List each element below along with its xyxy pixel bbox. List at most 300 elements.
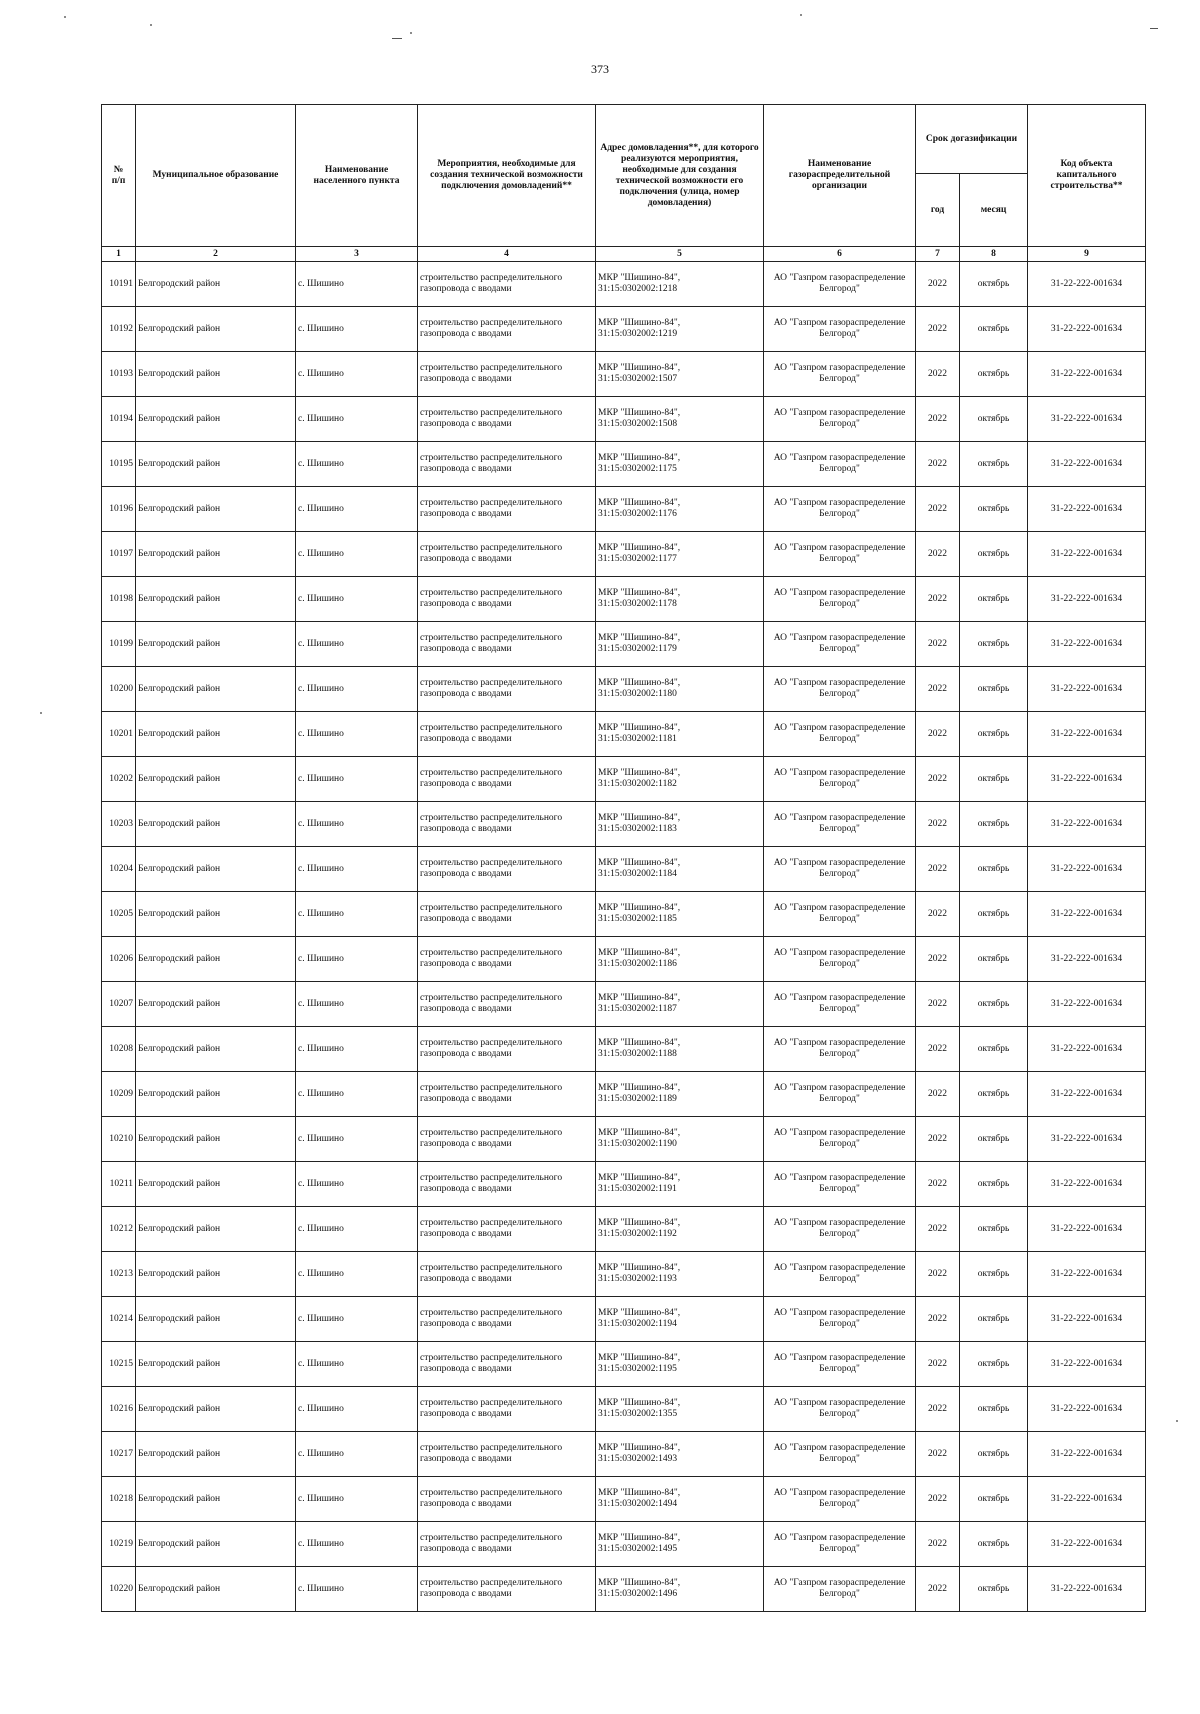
cell-year: 2022 [916, 1162, 960, 1207]
cell-year: 2022 [916, 1387, 960, 1432]
cell-month: октябрь [960, 1567, 1028, 1612]
cell-month: октябрь [960, 352, 1028, 397]
cell-code: 31-22-222-001634 [1028, 1477, 1146, 1522]
cell-month: октябрь [960, 577, 1028, 622]
cell-org: АО "Газпром газораспределение Белгород" [764, 847, 916, 892]
cell-measures: строительство распределительного газопровода с вводами [418, 1387, 596, 1432]
cell-code: 31-22-222-001634 [1028, 487, 1146, 532]
table-row [102, 487, 1146, 532]
cell-org: АО "Газпром газораспределение Белгород" [764, 892, 916, 937]
cell-year: 2022 [916, 1432, 960, 1477]
cell-year: 2022 [916, 757, 960, 802]
cell-code: 31-22-222-001634 [1028, 1567, 1146, 1612]
cell-municipality: Белгородский район [136, 937, 296, 982]
cell-municipality: Белгородский район [136, 1387, 296, 1432]
cell-settlement: с. Шишино [296, 577, 418, 622]
cell-settlement: с. Шишино [296, 1522, 418, 1567]
page-number: 373 [591, 62, 609, 76]
cell-month: октябрь [960, 1342, 1028, 1387]
cell-year: 2022 [916, 1252, 960, 1297]
cell-num: 10215 [102, 1342, 136, 1387]
cell-measures: строительство распределительного газопровода с вводами [418, 1477, 596, 1522]
table-row [102, 892, 1146, 937]
cell-settlement: с. Шишино [296, 307, 418, 352]
cell-address: МКР "Шишино-84", 31:15:0302002:1187 [596, 982, 764, 1027]
header-num: № п/п [102, 105, 136, 247]
cell-municipality: Белгородский район [136, 397, 296, 442]
cell-year: 2022 [916, 847, 960, 892]
cell-num: 10208 [102, 1027, 136, 1072]
table-row [102, 1027, 1146, 1072]
column-index: 7 [916, 247, 960, 262]
column-index-row [102, 247, 1146, 262]
cell-num: 10219 [102, 1522, 136, 1567]
header-month: месяц [960, 174, 1028, 247]
cell-num: 10191 [102, 262, 136, 307]
table-row [102, 802, 1146, 847]
cell-measures: строительство распределительного газопровода с вводами [418, 667, 596, 712]
cell-settlement: с. Шишино [296, 1207, 418, 1252]
cell-municipality: Белгородский район [136, 1252, 296, 1297]
cell-month: октябрь [960, 1117, 1028, 1162]
scan-speck [64, 16, 66, 18]
cell-month: октябрь [960, 262, 1028, 307]
cell-settlement: с. Шишино [296, 1567, 418, 1612]
cell-address: МКР "Шишино-84", 31:15:0302002:1493 [596, 1432, 764, 1477]
cell-year: 2022 [916, 802, 960, 847]
cell-month: октябрь [960, 1477, 1028, 1522]
cell-year: 2022 [916, 352, 960, 397]
cell-municipality: Белгородский район [136, 1072, 296, 1117]
cell-municipality: Белгородский район [136, 442, 296, 487]
cell-municipality: Белгородский район [136, 1477, 296, 1522]
cell-settlement: с. Шишино [296, 532, 418, 577]
cell-month: октябрь [960, 1432, 1028, 1477]
cell-settlement: с. Шишино [296, 757, 418, 802]
cell-month: октябрь [960, 712, 1028, 757]
cell-num: 10207 [102, 982, 136, 1027]
cell-month: октябрь [960, 397, 1028, 442]
cell-address: МКР "Шишино-84", 31:15:0302002:1191 [596, 1162, 764, 1207]
cell-month: октябрь [960, 1072, 1028, 1117]
cell-address: МКР "Шишино-84", 31:15:0302002:1190 [596, 1117, 764, 1162]
cell-month: октябрь [960, 1387, 1028, 1432]
cell-measures: строительство распределительного газопровода с вводами [418, 757, 596, 802]
cell-year: 2022 [916, 307, 960, 352]
cell-address: МКР "Шишино-84", 31:15:0302002:1184 [596, 847, 764, 892]
cell-measures: строительство распределительного газопровода с вводами [418, 1117, 596, 1162]
scan-speck [1176, 1420, 1178, 1422]
cell-year: 2022 [916, 1117, 960, 1162]
cell-month: октябрь [960, 532, 1028, 577]
cell-year: 2022 [916, 712, 960, 757]
cell-year: 2022 [916, 262, 960, 307]
cell-municipality: Белгородский район [136, 1162, 296, 1207]
cell-year: 2022 [916, 397, 960, 442]
cell-org: АО "Газпром газораспределение Белгород" [764, 397, 916, 442]
scan-speck [410, 32, 412, 34]
header-org: Наименование газораспределительной организации [764, 105, 916, 247]
cell-municipality: Белгородский район [136, 352, 296, 397]
cell-municipality: Белгородский район [136, 982, 296, 1027]
cell-address: МКР "Шишино-84", 31:15:0302002:1192 [596, 1207, 764, 1252]
cell-measures: строительство распределительного газопровода с вводами [418, 442, 596, 487]
cell-settlement: с. Шишино [296, 1072, 418, 1117]
cell-num: 10216 [102, 1387, 136, 1432]
cell-num: 10203 [102, 802, 136, 847]
cell-num: 10213 [102, 1252, 136, 1297]
cell-settlement: с. Шишино [296, 667, 418, 712]
table-header [102, 105, 1146, 262]
gasification-table [101, 104, 1146, 1612]
cell-address: МКР "Шишино-84", 31:15:0302002:1193 [596, 1252, 764, 1297]
cell-num: 10200 [102, 667, 136, 712]
cell-municipality: Белгородский район [136, 577, 296, 622]
table-row [102, 1252, 1146, 1297]
cell-org: АО "Газпром газораспределение Белгород" [764, 1207, 916, 1252]
scan-speck [40, 712, 42, 714]
cell-code: 31-22-222-001634 [1028, 1162, 1146, 1207]
table-row [102, 1432, 1146, 1477]
cell-code: 31-22-222-001634 [1028, 1207, 1146, 1252]
table-row [102, 712, 1146, 757]
cell-measures: строительство распределительного газопровода с вводами [418, 802, 596, 847]
cell-settlement: с. Шишино [296, 1342, 418, 1387]
cell-settlement: с. Шишино [296, 1477, 418, 1522]
cell-org: АО "Газпром газораспределение Белгород" [764, 937, 916, 982]
cell-code: 31-22-222-001634 [1028, 892, 1146, 937]
scan-speck [800, 14, 802, 16]
cell-org: АО "Газпром газораспределение Белгород" [764, 667, 916, 712]
cell-measures: строительство распределительного газопровода с вводами [418, 1207, 596, 1252]
cell-org: АО "Газпром газораспределение Белгород" [764, 1477, 916, 1522]
cell-num: 10205 [102, 892, 136, 937]
cell-municipality: Белгородский район [136, 1432, 296, 1477]
table-row [102, 442, 1146, 487]
table-row [102, 1477, 1146, 1522]
cell-code: 31-22-222-001634 [1028, 1432, 1146, 1477]
cell-municipality: Белгородский район [136, 667, 296, 712]
cell-year: 2022 [916, 1297, 960, 1342]
cell-measures: строительство распределительного газопровода с вводами [418, 622, 596, 667]
table-row [102, 847, 1146, 892]
table-row [102, 1522, 1146, 1567]
header-municipality: Муниципальное образование [136, 105, 296, 247]
scan-speck [1150, 28, 1158, 29]
cell-address: МКР "Шишино-84", 31:15:0302002:1180 [596, 667, 764, 712]
cell-num: 10192 [102, 307, 136, 352]
cell-month: октябрь [960, 1162, 1028, 1207]
cell-measures: строительство распределительного газопровода с вводами [418, 532, 596, 577]
table-row [102, 1387, 1146, 1432]
cell-org: АО "Газпром газораспределение Белгород" [764, 982, 916, 1027]
table-body [102, 262, 1146, 1612]
cell-code: 31-22-222-001634 [1028, 577, 1146, 622]
scan-speck [392, 38, 402, 39]
cell-org: АО "Газпром газораспределение Белгород" [764, 352, 916, 397]
cell-address: МКР "Шишино-84", 31:15:0302002:1176 [596, 487, 764, 532]
cell-year: 2022 [916, 1027, 960, 1072]
header-code: Код объекта капитального строительства** [1028, 105, 1146, 247]
cell-municipality: Белгородский район [136, 1297, 296, 1342]
cell-settlement: с. Шишино [296, 397, 418, 442]
cell-num: 10209 [102, 1072, 136, 1117]
cell-month: октябрь [960, 892, 1028, 937]
cell-address: МКР "Шишино-84", 31:15:0302002:1175 [596, 442, 764, 487]
cell-code: 31-22-222-001634 [1028, 442, 1146, 487]
cell-municipality: Белгородский район [136, 487, 296, 532]
cell-address: МКР "Шишино-84", 31:15:0302002:1508 [596, 397, 764, 442]
cell-settlement: с. Шишино [296, 1117, 418, 1162]
cell-year: 2022 [916, 937, 960, 982]
column-index: 1 [102, 247, 136, 262]
header-term: Срок догазификации [916, 105, 1028, 174]
table-row [102, 577, 1146, 622]
cell-address: МКР "Шишино-84", 31:15:0302002:1496 [596, 1567, 764, 1612]
cell-address: МКР "Шишино-84", 31:15:0302002:1189 [596, 1072, 764, 1117]
cell-settlement: с. Шишино [296, 892, 418, 937]
cell-org: АО "Газпром газораспределение Белгород" [764, 442, 916, 487]
cell-org: АО "Газпром газораспределение Белгород" [764, 712, 916, 757]
cell-org: АО "Газпром газораспределение Белгород" [764, 802, 916, 847]
cell-settlement: с. Шишино [296, 262, 418, 307]
cell-settlement: с. Шишино [296, 352, 418, 397]
cell-municipality: Белгородский район [136, 622, 296, 667]
cell-settlement: с. Шишино [296, 1432, 418, 1477]
cell-org: АО "Газпром газораспределение Белгород" [764, 577, 916, 622]
cell-settlement: с. Шишино [296, 937, 418, 982]
cell-municipality: Белгородский район [136, 1027, 296, 1072]
cell-municipality: Белгородский район [136, 847, 296, 892]
cell-municipality: Белгородский район [136, 757, 296, 802]
cell-settlement: с. Шишино [296, 442, 418, 487]
column-index: 2 [136, 247, 296, 262]
cell-measures: строительство распределительного газопровода с вводами [418, 307, 596, 352]
header-measures: Мероприятия, необходимые для создания технической возможности подключения домовладений** [418, 105, 596, 247]
column-index: 3 [296, 247, 418, 262]
cell-address: МКР "Шишино-84", 31:15:0302002:1494 [596, 1477, 764, 1522]
cell-month: октябрь [960, 757, 1028, 802]
cell-org: АО "Газпром газораспределение Белгород" [764, 757, 916, 802]
cell-address: МКР "Шишино-84", 31:15:0302002:1194 [596, 1297, 764, 1342]
table-row [102, 1297, 1146, 1342]
cell-num: 10202 [102, 757, 136, 802]
cell-num: 10201 [102, 712, 136, 757]
cell-month: октябрь [960, 1297, 1028, 1342]
cell-address: МКР "Шишино-84", 31:15:0302002:1183 [596, 802, 764, 847]
cell-month: октябрь [960, 487, 1028, 532]
cell-num: 10204 [102, 847, 136, 892]
cell-code: 31-22-222-001634 [1028, 262, 1146, 307]
header-address: Адрес домовладения**, для которого реализуются мероприятия, необходимые для создания технической возможности его подключения (улица, номер домовладения) [596, 105, 764, 247]
table-row [102, 1567, 1146, 1612]
cell-settlement: с. Шишино [296, 1297, 418, 1342]
cell-measures: строительство распределительного газопровода с вводами [418, 847, 596, 892]
table-row [102, 262, 1146, 307]
cell-code: 31-22-222-001634 [1028, 1297, 1146, 1342]
table-row [102, 757, 1146, 802]
cell-org: АО "Газпром газораспределение Белгород" [764, 1297, 916, 1342]
cell-measures: строительство распределительного газопровода с вводами [418, 262, 596, 307]
cell-code: 31-22-222-001634 [1028, 802, 1146, 847]
cell-num: 10218 [102, 1477, 136, 1522]
cell-code: 31-22-222-001634 [1028, 1342, 1146, 1387]
cell-code: 31-22-222-001634 [1028, 532, 1146, 577]
cell-month: октябрь [960, 442, 1028, 487]
table-row [102, 622, 1146, 667]
table-row [102, 397, 1146, 442]
cell-settlement: с. Шишино [296, 487, 418, 532]
cell-org: АО "Газпром газораспределение Белгород" [764, 1522, 916, 1567]
cell-address: МКР "Шишино-84", 31:15:0302002:1178 [596, 577, 764, 622]
cell-org: АО "Газпром газораспределение Белгород" [764, 1432, 916, 1477]
cell-address: МКР "Шишино-84", 31:15:0302002:1219 [596, 307, 764, 352]
cell-org: АО "Газпром газораспределение Белгород" [764, 307, 916, 352]
table-row [102, 982, 1146, 1027]
table-row [102, 1207, 1146, 1252]
cell-org: АО "Газпром газораспределение Белгород" [764, 1072, 916, 1117]
cell-code: 31-22-222-001634 [1028, 712, 1146, 757]
cell-measures: строительство распределительного газопровода с вводами [418, 937, 596, 982]
cell-code: 31-22-222-001634 [1028, 397, 1146, 442]
column-index: 4 [418, 247, 596, 262]
cell-municipality: Белгородский район [136, 307, 296, 352]
cell-measures: строительство распределительного газопровода с вводами [418, 982, 596, 1027]
cell-month: октябрь [960, 847, 1028, 892]
cell-org: АО "Газпром газораспределение Белгород" [764, 532, 916, 577]
cell-num: 10212 [102, 1207, 136, 1252]
cell-settlement: с. Шишино [296, 1162, 418, 1207]
cell-municipality: Белгородский район [136, 892, 296, 937]
cell-address: МКР "Шишино-84", 31:15:0302002:1181 [596, 712, 764, 757]
cell-settlement: с. Шишино [296, 1252, 418, 1297]
table-row [102, 1162, 1146, 1207]
cell-code: 31-22-222-001634 [1028, 937, 1146, 982]
cell-code: 31-22-222-001634 [1028, 1117, 1146, 1162]
header-settlement: Наименование населенного пункта [296, 105, 418, 247]
cell-org: АО "Газпром газораспределение Белгород" [764, 1567, 916, 1612]
cell-year: 2022 [916, 1342, 960, 1387]
cell-org: АО "Газпром газораспределение Белгород" [764, 487, 916, 532]
cell-year: 2022 [916, 487, 960, 532]
cell-settlement: с. Шишино [296, 1027, 418, 1072]
cell-settlement: с. Шишино [296, 847, 418, 892]
cell-measures: строительство распределительного газопровода с вводами [418, 397, 596, 442]
cell-num: 10214 [102, 1297, 136, 1342]
cell-code: 31-22-222-001634 [1028, 667, 1146, 712]
cell-measures: строительство распределительного газопровода с вводами [418, 1027, 596, 1072]
cell-address: МКР "Шишино-84", 31:15:0302002:1186 [596, 937, 764, 982]
cell-code: 31-22-222-001634 [1028, 1522, 1146, 1567]
cell-measures: строительство распределительного газопровода с вводами [418, 1342, 596, 1387]
cell-num: 10217 [102, 1432, 136, 1477]
cell-settlement: с. Шишино [296, 982, 418, 1027]
cell-month: октябрь [960, 667, 1028, 712]
cell-measures: строительство распределительного газопровода с вводами [418, 1162, 596, 1207]
cell-municipality: Белгородский район [136, 802, 296, 847]
cell-month: октябрь [960, 1027, 1028, 1072]
cell-num: 10210 [102, 1117, 136, 1162]
cell-code: 31-22-222-001634 [1028, 622, 1146, 667]
cell-org: АО "Газпром газораспределение Белгород" [764, 262, 916, 307]
cell-settlement: с. Шишино [296, 622, 418, 667]
table-row [102, 1072, 1146, 1117]
cell-municipality: Белгородский район [136, 1342, 296, 1387]
cell-municipality: Белгородский район [136, 1567, 296, 1612]
cell-measures: строительство распределительного газопровода с вводами [418, 1297, 596, 1342]
cell-year: 2022 [916, 892, 960, 937]
cell-measures: строительство распределительного газопровода с вводами [418, 1252, 596, 1297]
cell-month: октябрь [960, 1252, 1028, 1297]
scan-speck [150, 24, 152, 26]
cell-municipality: Белгородский район [136, 1522, 296, 1567]
table-row [102, 667, 1146, 712]
cell-code: 31-22-222-001634 [1028, 982, 1146, 1027]
cell-measures: строительство распределительного газопровода с вводами [418, 1432, 596, 1477]
cell-month: октябрь [960, 307, 1028, 352]
cell-num: 10196 [102, 487, 136, 532]
cell-num: 10193 [102, 352, 136, 397]
cell-year: 2022 [916, 622, 960, 667]
cell-num: 10206 [102, 937, 136, 982]
header-year: год [916, 174, 960, 247]
cell-measures: строительство распределительного газопровода с вводами [418, 712, 596, 757]
table-row [102, 352, 1146, 397]
cell-code: 31-22-222-001634 [1028, 847, 1146, 892]
column-index: 6 [764, 247, 916, 262]
cell-org: АО "Газпром газораспределение Белгород" [764, 1342, 916, 1387]
cell-code: 31-22-222-001634 [1028, 757, 1146, 802]
cell-code: 31-22-222-001634 [1028, 1387, 1146, 1432]
cell-org: АО "Газпром газораспределение Белгород" [764, 1162, 916, 1207]
cell-month: октябрь [960, 1522, 1028, 1567]
cell-num: 10199 [102, 622, 136, 667]
cell-settlement: с. Шишино [296, 802, 418, 847]
cell-year: 2022 [916, 1522, 960, 1567]
cell-month: октябрь [960, 982, 1028, 1027]
cell-org: АО "Газпром газораспределение Белгород" [764, 1387, 916, 1432]
cell-address: МКР "Шишино-84", 31:15:0302002:1179 [596, 622, 764, 667]
cell-settlement: с. Шишино [296, 712, 418, 757]
cell-address: МКР "Шишино-84", 31:15:0302002:1182 [596, 757, 764, 802]
cell-org: АО "Газпром газораспределение Белгород" [764, 1252, 916, 1297]
cell-code: 31-22-222-001634 [1028, 1252, 1146, 1297]
cell-measures: строительство распределительного газопровода с вводами [418, 1072, 596, 1117]
cell-year: 2022 [916, 667, 960, 712]
table-row [102, 1117, 1146, 1162]
cell-num: 10195 [102, 442, 136, 487]
cell-year: 2022 [916, 442, 960, 487]
cell-num: 10197 [102, 532, 136, 577]
cell-address: МКР "Шишино-84", 31:15:0302002:1177 [596, 532, 764, 577]
cell-measures: строительство распределительного газопровода с вводами [418, 892, 596, 937]
column-index: 9 [1028, 247, 1146, 262]
cell-month: октябрь [960, 937, 1028, 982]
cell-code: 31-22-222-001634 [1028, 1027, 1146, 1072]
cell-year: 2022 [916, 1477, 960, 1522]
cell-municipality: Белгородский район [136, 262, 296, 307]
cell-address: МКР "Шишино-84", 31:15:0302002:1507 [596, 352, 764, 397]
cell-municipality: Белгородский район [136, 532, 296, 577]
column-index: 8 [960, 247, 1028, 262]
cell-measures: строительство распределительного газопровода с вводами [418, 487, 596, 532]
cell-month: октябрь [960, 622, 1028, 667]
cell-municipality: Белгородский район [136, 1117, 296, 1162]
cell-code: 31-22-222-001634 [1028, 1072, 1146, 1117]
cell-year: 2022 [916, 1207, 960, 1252]
cell-year: 2022 [916, 1567, 960, 1612]
cell-org: АО "Газпром газораспределение Белгород" [764, 1117, 916, 1162]
